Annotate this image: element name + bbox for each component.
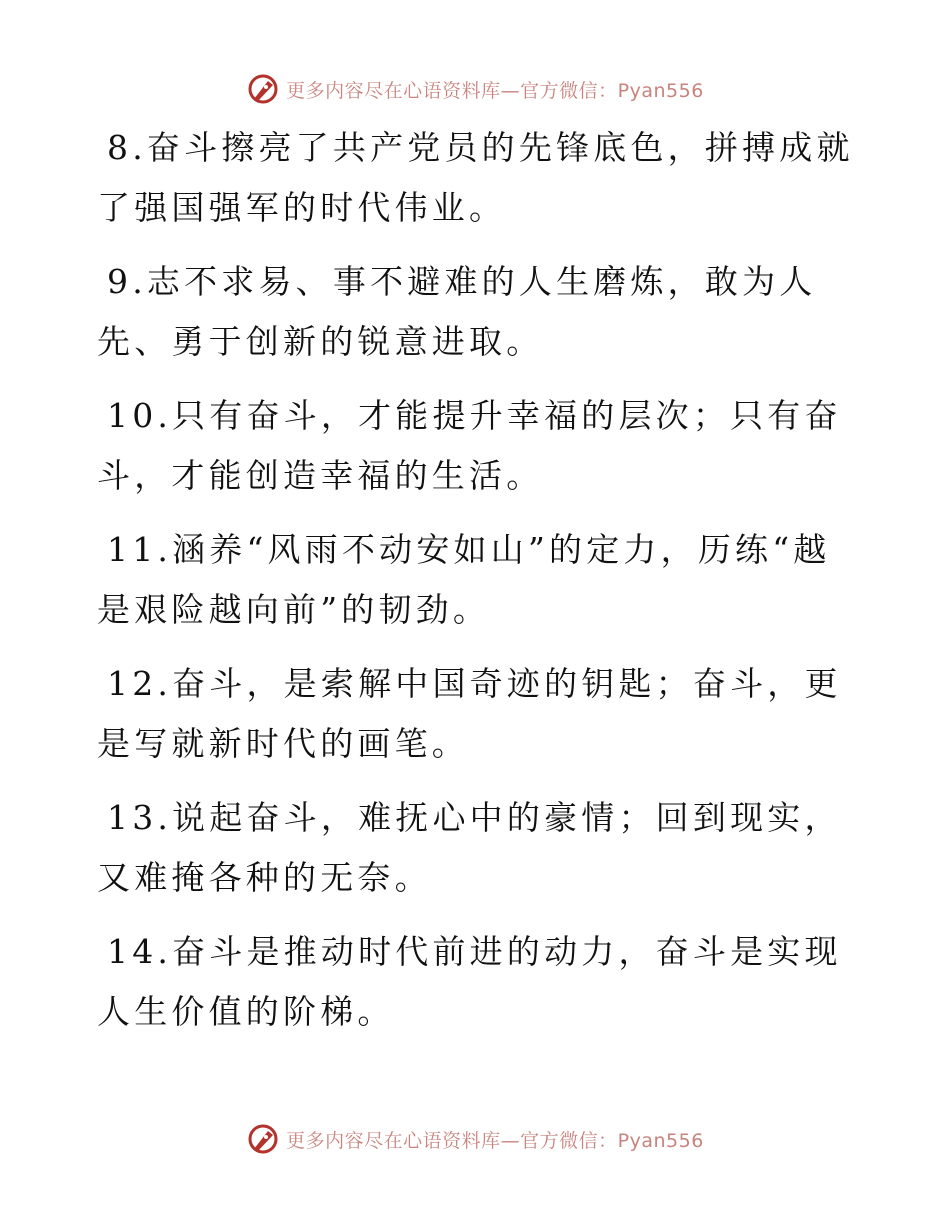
list-item: 11.涵养“风雨不动安如山”的定力，历练“越是艰险越向前”的韧劲。 <box>97 530 831 629</box>
footer-banner-text: 更多内容尽在心语资料库—官方微信：Pyan556 <box>286 1129 704 1152</box>
list-item: 12.奋斗，是索解中国奇迹的钥匙；奋斗，更是写就新时代的画笔。 <box>97 664 842 763</box>
pen-nib-logo-icon <box>246 72 280 106</box>
header-banner-text: 更多内容尽在心语资料库—官方微信：Pyan556 <box>286 79 704 102</box>
list-item: 14.奋斗是推动时代前进的动力，奋斗是实现人生价值的阶梯。 <box>97 932 842 1031</box>
pen-nib-logo-icon <box>246 1122 280 1156</box>
document-body <box>97 118 857 1056</box>
list-item: 10.只有奋斗，才能提升幸福的层次；只有奋斗，才能创造幸福的生活。 <box>97 396 842 495</box>
footer-banner <box>0 1122 950 1156</box>
header-banner <box>0 72 950 106</box>
list-item: 8.奋斗擦亮了共产党员的先锋底色，拼搏成就了强国强军的时代伟业。 <box>97 128 854 227</box>
list-item: 13.说起奋斗，难抚心中的豪情；回到现实，又难掩各种的无奈。 <box>97 798 842 897</box>
list-item: 9.志不求易、事不避难的人生磨炼，敢为人先、勇于创新的锐意进取。 <box>97 262 817 361</box>
